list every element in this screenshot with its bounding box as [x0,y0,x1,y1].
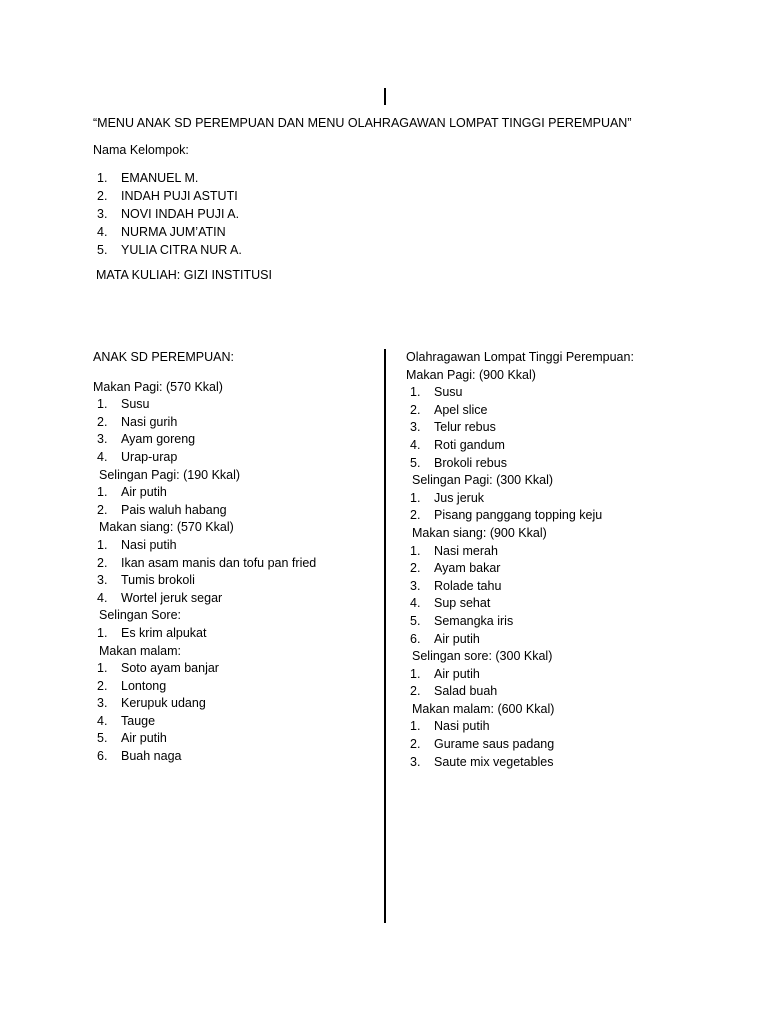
item-number: 3. [410,754,421,769]
menu-column-sd [93,349,316,766]
item-number: 1. [97,397,108,412]
item-number: 3. [97,432,108,447]
item-number: 2. [410,737,421,752]
list-item [406,490,634,508]
list-item [93,396,316,414]
item-label: Tumis brokoli [121,573,195,588]
document-title: “MENU ANAK SD PEREMPUAN DAN MENU OLAHRAGAWAN LOMPAT TINGGI PEREMPUAN” [93,116,632,130]
item-label: Air putih [434,631,480,646]
list-item [93,431,316,449]
list-item [406,666,634,684]
item-number: 2. [97,555,108,570]
list-item [406,578,634,596]
list-item [93,414,316,432]
item-number: 3. [410,578,421,593]
list-item [93,713,316,731]
list-item: 5. YULIA CITRA NUR A. [97,243,242,257]
list-item [93,555,316,573]
item-number: 4. [97,590,108,605]
item-number: 2. [97,414,108,429]
item-number: 1. [97,485,108,500]
list-item [93,678,316,696]
list-item [93,572,316,590]
item-label: Telur rebus [434,420,496,435]
member-list [97,169,242,259]
item-label: Es krim alpukat [121,625,207,640]
item-number: 1. [410,543,421,558]
list-item [93,590,316,608]
item-label: Gurame saus padang [434,737,555,752]
item-label: Buah naga [121,749,182,764]
item-number: 3. [97,573,108,588]
item-label: Susu [121,397,150,412]
item-number: 1. [410,490,421,505]
item-number: 1. [97,625,108,640]
item-label: Air putih [434,666,480,681]
list-item [406,419,634,437]
item-label: Tauge [121,713,156,728]
column-heading: ANAK SD PEREMPUAN: [93,350,235,364]
list-item [93,625,316,643]
item-number: 2. [410,508,421,523]
item-label: Rolade tahu [434,578,502,593]
meal-heading: Selingan Sore: [99,608,182,623]
item-label: Air putih [121,731,167,746]
course-label: MATA KULIAH: GIZI INSTITUSI [96,268,272,282]
item-number: 6. [97,749,108,764]
item-number: 4. [97,713,108,728]
item-label: Susu [434,385,463,400]
list-item [406,683,634,701]
item-number: 6. [410,631,421,646]
item-number: 1. [410,666,421,681]
item-label: Apel slice [434,402,488,417]
meal-heading: Selingan Pagi: (300 Kkal) [412,473,554,488]
text-cursor [384,88,386,105]
list-item [93,695,316,713]
item-number: 1. [410,719,421,734]
column-divider [384,349,386,923]
list-item [406,595,634,613]
item-label: Ayam goreng [121,432,196,447]
meal-heading: Makan malam: (600 Kkal) [412,701,555,716]
item-number: 2. [410,561,421,576]
item-label: Brokoli rebus [434,455,507,470]
list-item: 4. NURMA JUM’ATIN [97,225,226,239]
list-item [406,507,634,525]
list-item: 2. INDAH PUJI ASTUTI [97,189,238,203]
item-label: Nasi putih [121,537,177,552]
item-label: Nasi merah [434,543,498,558]
list-item [406,631,634,649]
item-label: Jus jeruk [434,490,485,505]
item-label: Ikan asam manis dan tofu pan fried [121,555,317,570]
item-number: 5. [410,455,421,470]
item-label: Salad buah [434,684,498,699]
list-item [406,402,634,420]
item-number: 4. [410,596,421,611]
list-item [406,736,634,754]
list-item [406,455,634,473]
item-number: 2. [97,678,108,693]
menu-column-athlete [406,349,634,771]
item-number: 5. [97,731,108,746]
item-label: Ayam bakar [434,561,501,576]
column-heading: Olahragawan Lompat Tinggi Perempuan: [406,350,634,364]
list-item: 1. EMANUEL M. [97,171,199,185]
item-number: 2. [97,502,108,517]
list-item [93,748,316,766]
item-number: 1. [97,537,108,552]
list-item [93,537,316,555]
item-label: Wortel jeruk segar [121,590,223,605]
item-label: Sup sehat [434,596,491,611]
item-number: 1. [410,385,421,400]
list-item [93,502,316,520]
item-number: 4. [410,437,421,452]
meal-heading: Makan malam: [99,643,181,658]
list-item [406,543,634,561]
group-label: Nama Kelompok: [93,143,189,157]
list-item [406,560,634,578]
list-item [406,437,634,455]
list-item [406,384,634,402]
item-label: Lontong [121,678,167,693]
meal-heading: Makan siang: (570 Kkal) [99,520,234,535]
list-item [406,718,634,736]
list-item [93,660,316,678]
item-label: Soto ayam banjar [121,661,219,676]
list-item: 3. NOVI INDAH PUJI A. [97,207,240,221]
item-number: 2. [410,684,421,699]
meal-heading: Selingan Pagi: (190 Kkal) [99,467,241,482]
item-label: Nasi gurih [121,414,178,429]
item-label: Kerupuk udang [121,696,206,711]
meal-heading: Makan Pagi: (900 Kkal) [406,367,536,382]
item-number: 5. [410,613,421,628]
item-number: 3. [410,420,421,435]
list-item [93,449,316,467]
list-item [406,613,634,631]
item-label: Pisang panggang topping keju [434,508,603,523]
item-number: 1. [97,661,108,676]
meal-heading: Makan Pagi: (570 Kkal) [93,379,223,394]
item-number: 4. [97,449,108,464]
item-label: Nasi putih [434,719,490,734]
item-number: 3. [97,696,108,711]
item-label: Semangka iris [434,613,514,628]
list-item [93,484,316,502]
list-item [93,730,316,748]
item-label: Urap-urap [121,449,178,464]
item-label: Saute mix vegetables [434,754,554,769]
meal-heading: Selingan sore: (300 Kkal) [412,649,553,664]
item-label: Roti gandum [434,437,505,452]
meal-heading: Makan siang: (900 Kkal) [412,525,547,540]
item-number: 2. [410,402,421,417]
item-label: Pais waluh habang [121,502,227,517]
item-label: Air putih [121,485,167,500]
list-item [406,754,634,772]
